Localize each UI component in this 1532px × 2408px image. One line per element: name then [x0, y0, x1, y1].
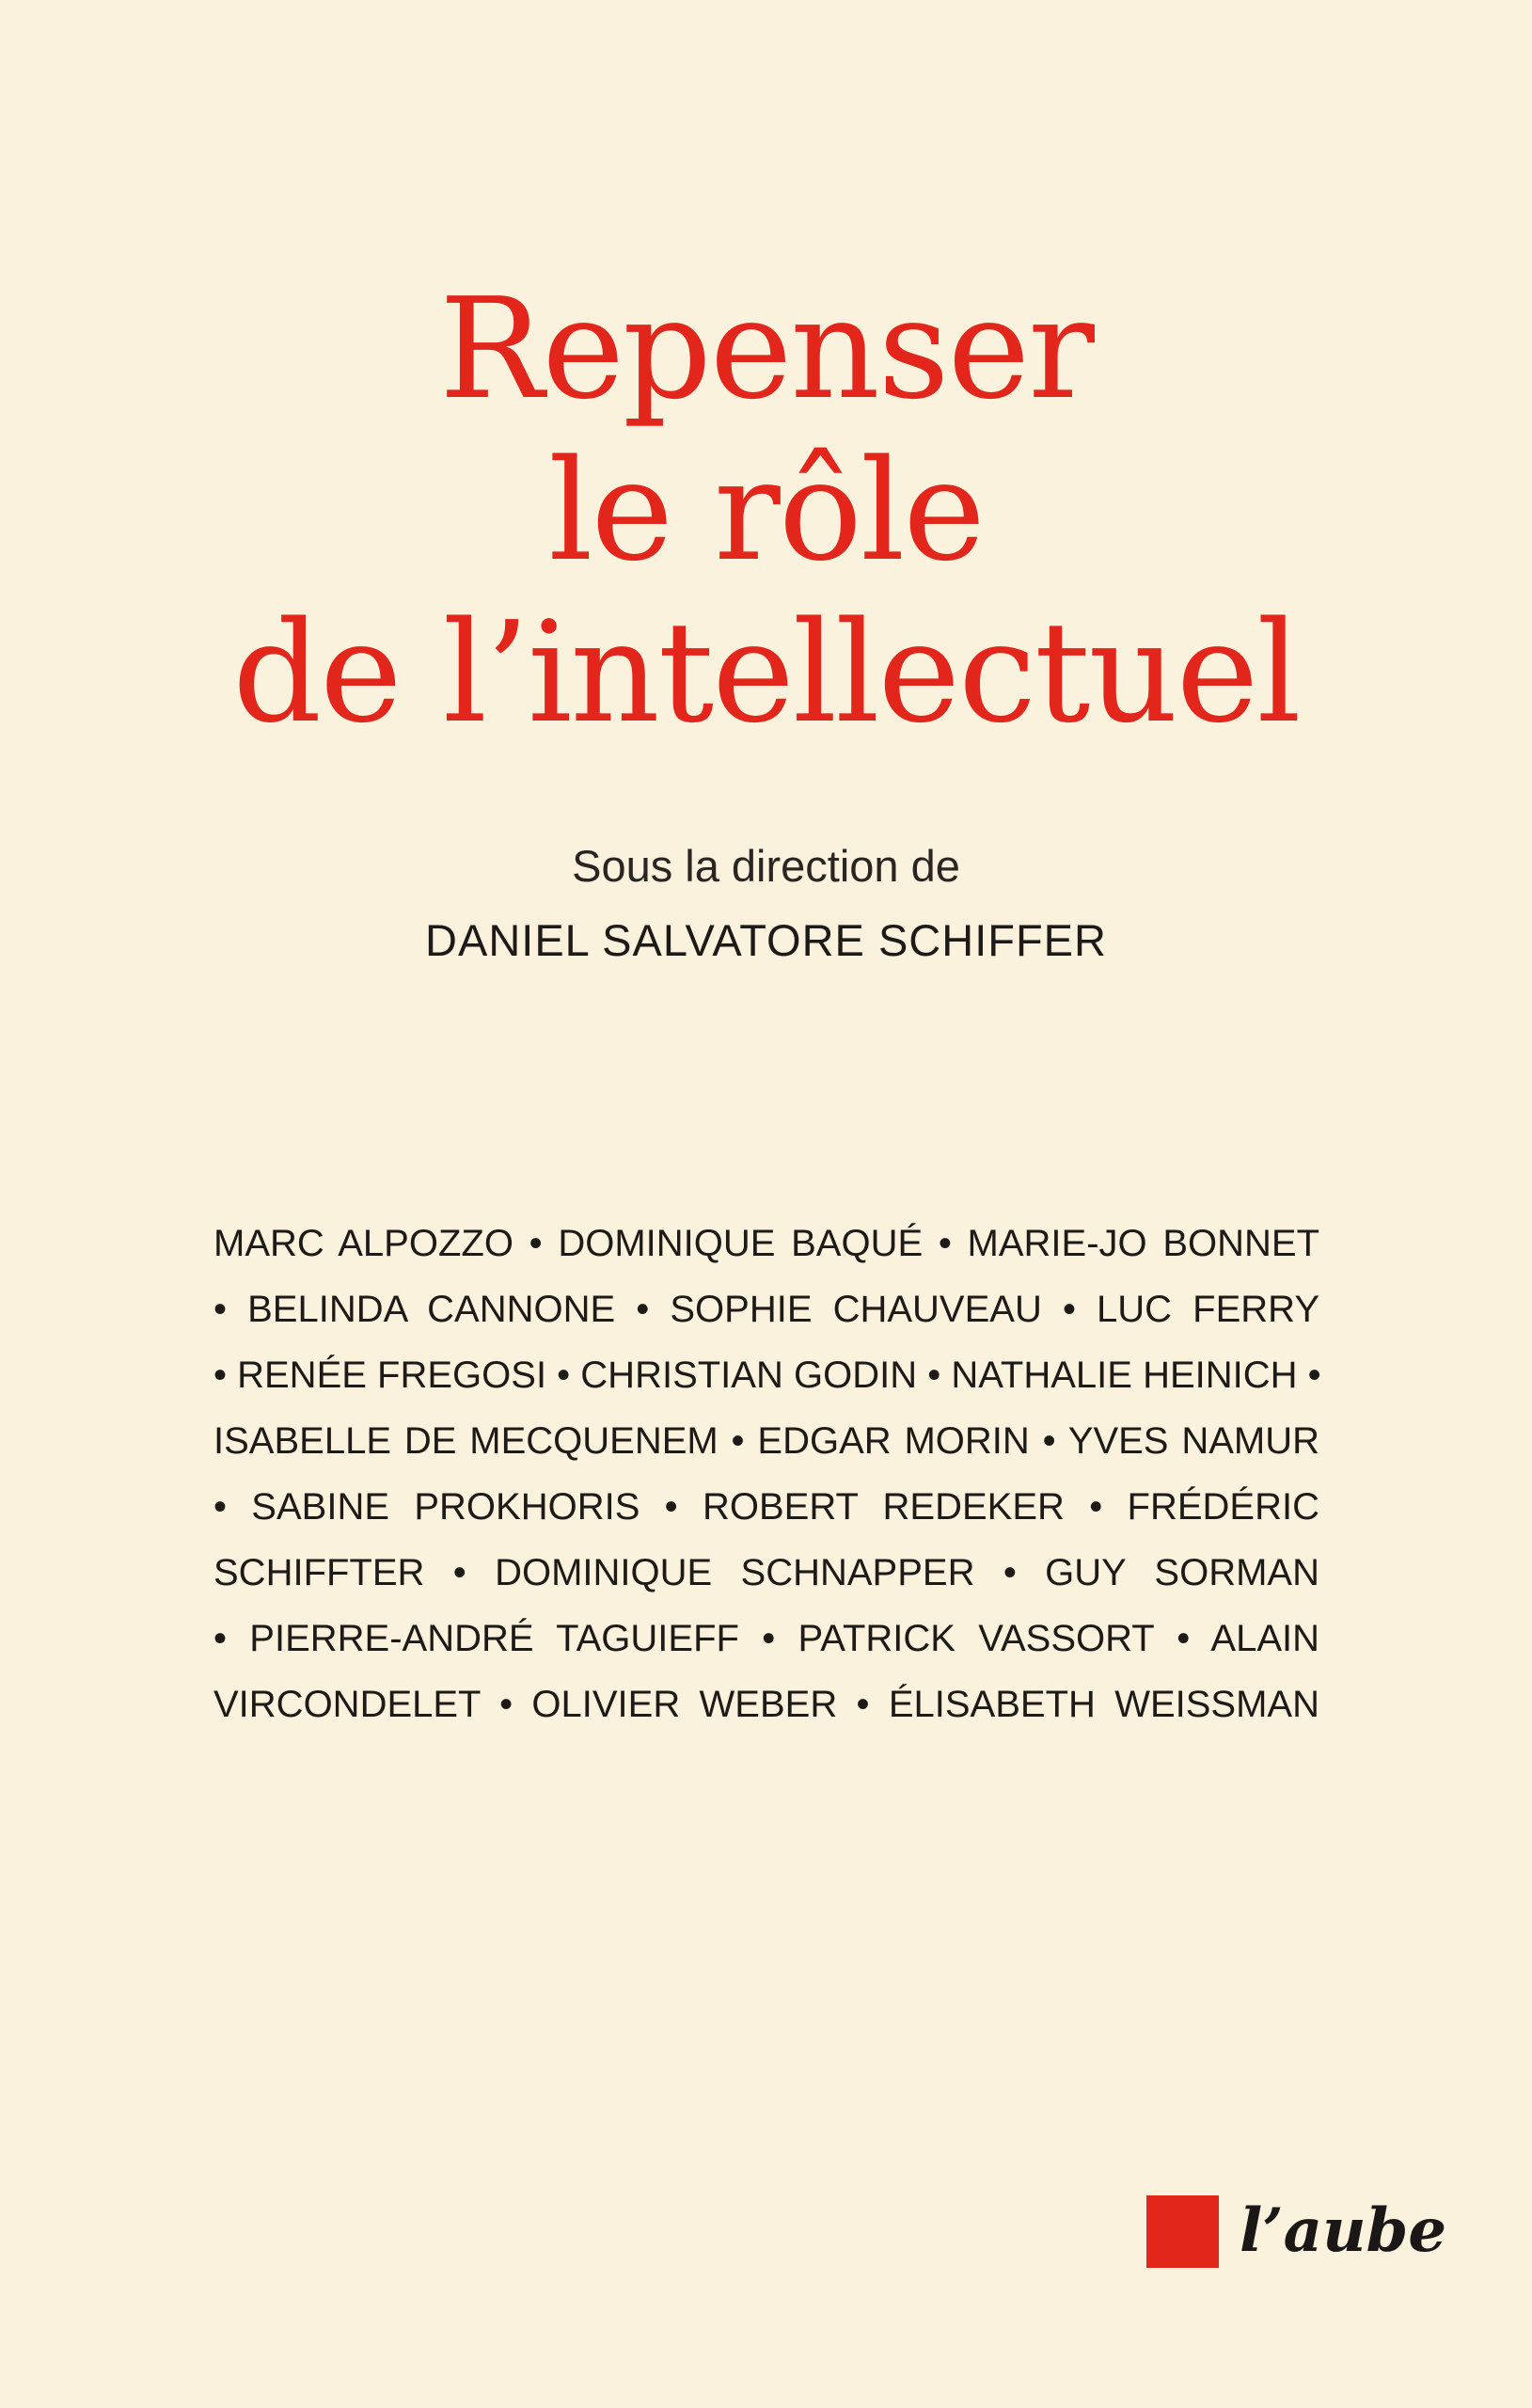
contributors-line: • RENÉE FREGOSI • CHRISTIAN GODIN • NATHALIE HEINICH •	[213, 1354, 1321, 1396]
contributors-line: SCHIFFTER • DOMINIQUE SCHNAPPER • GUY SORMAN	[213, 1552, 1319, 1593]
title-line: de l’intellectuel	[232, 592, 1300, 753]
publisher-name: l’aube	[1240, 2195, 1447, 2266]
contributors-line: MARC ALPOZZO • DOMINIQUE BAQUÉ • MARIE-JO BONNET	[213, 1223, 1319, 1264]
publisher-logo	[1146, 2194, 1446, 2268]
contributors-line: • BELINDA CANNONE • SOPHIE CHAUVEAU • LUC FERRY	[213, 1289, 1319, 1330]
contributors-line: • PIERRE-ANDRÉ TAGUIEFF • PATRICK VASSORT • ALAIN	[213, 1618, 1319, 1659]
contributors-line: • SABINE PROKHORIS • ROBERT REDEKER • FRÉDÉRIC	[213, 1486, 1319, 1528]
book-title	[0, 268, 1532, 753]
subtitle: Sous la direction de	[572, 841, 960, 891]
contributors-line: ISABELLE DE MECQUENEM • EDGAR MORIN • YVES NAMUR	[213, 1420, 1319, 1462]
contributors-list	[213, 1211, 1319, 1737]
contributors-line: VIRCONDELET • OLIVIER WEBER • ÉLISABETH WEISSMAN	[213, 1684, 1319, 1725]
publisher-logo-square	[1146, 2195, 1219, 2268]
title-line: le rôle	[548, 430, 984, 592]
editor-name: DANIEL SALVATORE SCHIFFER	[425, 915, 1107, 965]
title-line: Repenser	[439, 268, 1093, 430]
